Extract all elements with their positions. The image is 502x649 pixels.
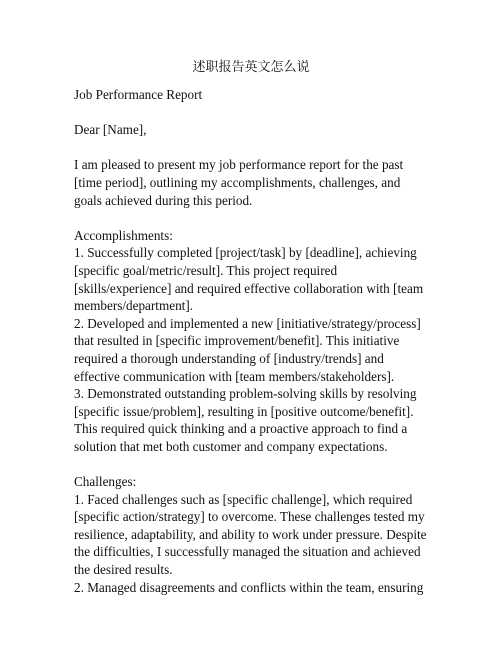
report-heading: Job Performance Report	[74, 87, 203, 102]
challenge-line: the difficulties, I successfully managed the situation and achieved	[74, 544, 421, 560]
challenges-heading: Challenges:	[74, 474, 137, 490]
paragraph-gap	[74, 209, 434, 227]
accomplishment-line: [specific issue/problem], resulting in [positive outcome/benefit].	[74, 403, 414, 419]
challenge-line: [specific action/strategy] to overcome. These challenges tested my	[74, 509, 425, 525]
paragraph-gap	[74, 455, 434, 473]
challenge-line: 2. Managed disagreements and conflicts within the team, ensuring	[74, 579, 424, 595]
accomplishment-line: 2. Developed and implemented a new [initiative/strategy/process]	[74, 315, 421, 331]
accomplishments-heading: Accomplishments:	[74, 227, 173, 243]
accomplishment-line: members/department].	[74, 298, 194, 314]
accomplishment-line: 1. Successfully completed [project/task] by [deadline], achieving	[74, 245, 417, 261]
paragraph-gap	[74, 139, 434, 157]
paragraph-gap	[74, 104, 434, 122]
accomplishment-line: 3. Demonstrated outstanding problem-solving skills by resolving	[74, 386, 417, 402]
challenge-line: resilience, adaptability, and ability to work under pressure. Despite	[74, 526, 427, 542]
challenge-line: 1. Faced challenges such as [specific challenge], which required	[74, 491, 413, 507]
accomplishment-line: effective communication with [team members/stakeholders].	[74, 368, 395, 384]
greeting: Dear [Name],	[74, 122, 147, 138]
challenge-line: the desired results.	[74, 562, 173, 578]
accomplishment-line: required a thorough understanding of [industry/trends] and	[74, 350, 384, 366]
accomplishment-line: that resulted in [specific improvement/benefit]. This initiative	[74, 333, 400, 349]
accomplishment-line: solution that met both customer and company expectations.	[74, 438, 388, 454]
intro-line: [time period], outlining my accomplishments, challenges, and	[74, 174, 401, 190]
accomplishment-line: [skills/experience] and required effective collaboration with [team	[74, 280, 424, 296]
intro-line: goals achieved during this period.	[74, 192, 253, 208]
intro-line: I am pleased to present my job performance report for the past	[74, 157, 404, 173]
document-title: 述职报告英文怎么说	[192, 59, 310, 74]
document-body	[74, 86, 434, 596]
accomplishment-line: This required quick thinking and a proactive approach to find a	[74, 421, 408, 437]
accomplishment-line: [specific goal/metric/result]. This project required	[74, 262, 338, 278]
